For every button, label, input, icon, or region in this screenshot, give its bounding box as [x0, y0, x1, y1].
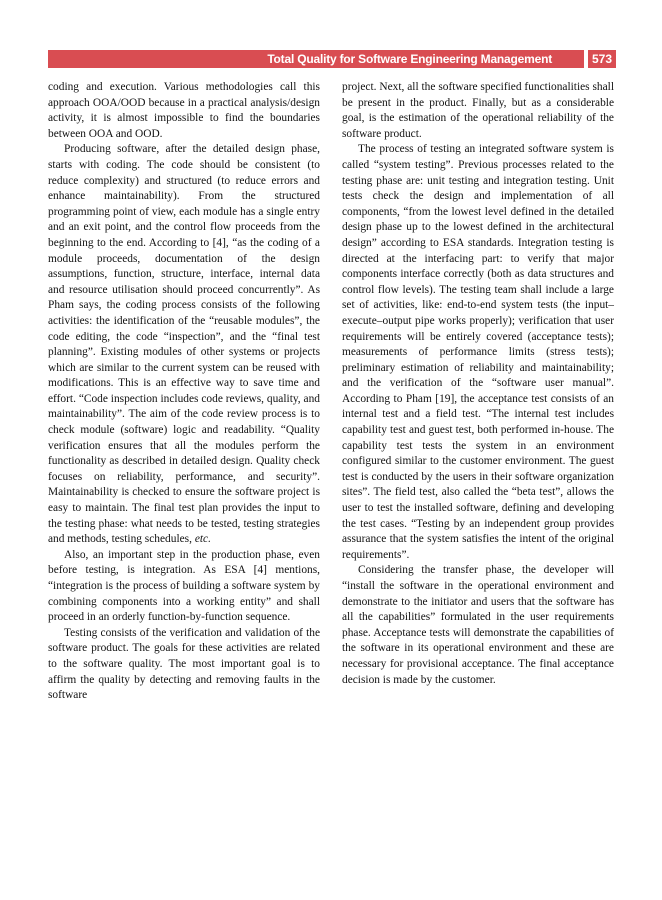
right-column [342, 80, 614, 688]
paragraph [48, 142, 320, 547]
paragraph: project. Next, all the software specified functionalities shall be present in the product. Finally, but as a considerable goal, is the estimation of the operational reliability of the software product. [342, 81, 614, 140]
paragraph: Testing consists of the verification and validation of the software product. The goals for these activities are related to the software quality. The most important goal is to affirm the quality by detecting and removing faults in the software [48, 626, 320, 702]
paragraph: Considering the transfer phase, the developer will “install the software in the operational environment and demonstrate to the initiator and users that the software has all the capabilities” formulated in the user requirements phase. Acceptance tests will demonstrate the capabilities of the software in its operational environment and these are necessary for provisional acceptance. The final acceptance decision is made by the customer. [342, 564, 614, 686]
paragraph-etc: etc. [194, 533, 211, 546]
running-header [48, 50, 584, 68]
page-number: 573 [588, 50, 616, 68]
running-title: Total Quality for Software Engineering Management [267, 52, 552, 66]
left-column [48, 80, 320, 704]
paragraph-text: Producing software, after the detailed design phase, starts with coding. The code should be consistent (to reduce complexity) and structured (to reduce errors and enhance maintainability). From the structured programming point of view, each module has a single entry and an exit point, and the control flow proceeds from the beginning to the end. According to [4], “as the coding of a module proceeds, documentation of the design assumptions, function, structure, interface, internal data and resource utilisation should proceed concurrently”. As Pham says, the coding process consists of the following activities: the identification of the “reusable modules”, the code editing, the code “inspection”, and the “final test planning”. Existing modules of other systems or projects which are similar to the current system can be reused with modifications. This is an effective way to save time and effort. “Code inspection includes code reviews, quality, and maintainability”. The aim of the code review process is to check module (software) logic and readability. “Quality verification ensures that all the modules perform the functionality as described in detailed design. Quality check focuses on reliability, performance, and security”. Maintainability is checked to ensure the software project is easy to maintain. The final test plan provides the input to the testing phase: what needs to be tested, testing strategies and methods, testing schedules, [48, 143, 320, 546]
paragraph: coding and execution. Various methodologies call this approach OOA/OOD because in a practical analysis/design activity, it is almost impossible to find the boundaries between OOA and OOD. [48, 81, 320, 140]
paragraph: Also, an important step in the production phase, even before testing, is integration. As ESA [4] mentions, “integration is the process of building a software system by combining components into a working entity” and shall proceed in an orderly function-by-function sequence. [48, 548, 320, 624]
paragraph: The process of testing an integrated software system is called “system testing”. Previous processes related to the testing phase are: unit testing and integration testing. Unit tests check the design and implementation of all components, “from the lowest level defined in the detailed design phase up to the lowest defined in the architectural design” according to ESA standards. Integration testing is directed at the interfacing part: to verify that major components interface correctly (both as data structures and control flow levels). The testing team shall include a large set of activities, like: end-to-end system tests (the input–execute–output pipe works properly); verification that user requirements will be entirely covered (acceptance tests); measurements of performance limits (stress tests); preliminary estimation of reliability and maintainability; and the verification of the “software user manual”. According to Pham [19], the acceptance test consists of an internal test and a field test. “The internal test includes capability test and guest test, both performed in-house. The capability test tests the system in an environment configured similar to the customer environment. The guest test is conducted by the users in their software organization sites”. The field test, also called the “beta test”, allows the user to test the installed software, defining and developing the test cases. “Testing by an independent group provides assurance that the system satisfies the intent of the original requirements”. [342, 143, 614, 561]
